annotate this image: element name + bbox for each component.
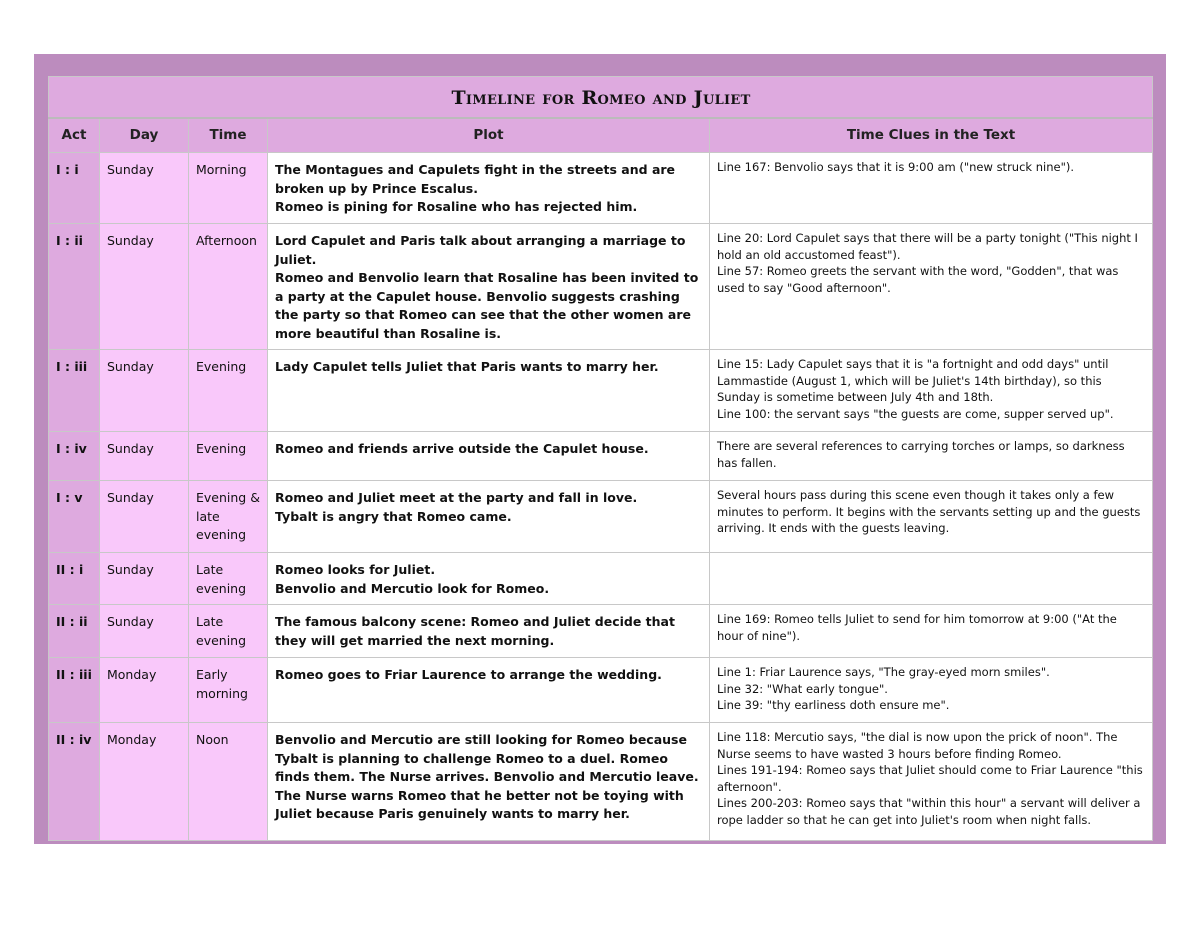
time-clue-line: Line 32: "What early tongue". [717, 681, 888, 696]
time-cell: Early morning [189, 658, 268, 723]
table-row [49, 350, 1153, 432]
day-cell: Sunday [100, 605, 189, 658]
time-clue-cell [710, 723, 1153, 841]
time-clue-line: Line 1: Friar Laurence says, "The gray-eyed morn smiles". [717, 665, 1050, 679]
time-clue-cell [710, 658, 1153, 723]
table-title: Timeline for Romeo and Juliet [49, 77, 1153, 118]
day-cell: Sunday [100, 350, 189, 432]
plot-line: Romeo and Benvolio learn that Rosaline has been invited to a party at the Capulet house. Benvolio suggests crashing the party so that Romeo can see that the other women are more beautiful than Rosaline is. [275, 270, 699, 341]
time-clue-line: Line 15: Lady Capulet says that it is "a fortnight and odd days" until Lammastide (August 1, which will be Juliet's 14th birthday), so this Sunday is sometime between July 4th and 18th. [717, 357, 1109, 404]
table-row [49, 658, 1153, 723]
table-row [49, 153, 1153, 224]
header-time-clues: Time Clues in the Text [710, 118, 1153, 153]
time-clue-line: Line 167: Benvolio says that it is 9:00 am ("new struck nine"). [717, 160, 1074, 174]
act-cell: I : v [49, 481, 100, 553]
time-clue-line: Lines 200-203: Romeo says that "within this hour" a servant will deliver a rope ladder so that he can get into Juliet's room when night falls. [717, 796, 1141, 827]
act-cell: I : i [49, 153, 100, 224]
table-row [49, 432, 1153, 481]
table-row [49, 553, 1153, 605]
time-clue-cell [710, 153, 1153, 224]
plot-line: Tybalt is angry that Romeo came. [275, 508, 512, 524]
page-border-frame [34, 54, 1166, 844]
time-clue-line: Line 39: "thy earliness doth ensure me". [717, 698, 950, 712]
time-clue-cell [710, 350, 1153, 432]
time-clue-line: There are several references to carrying torches or lamps, so darkness has fallen. [717, 439, 1125, 470]
day-cell: Sunday [100, 481, 189, 553]
time-cell: Noon [189, 723, 268, 841]
day-cell: Sunday [100, 224, 189, 350]
plot-line: Benvolio and Mercutio look for Romeo. [275, 580, 550, 596]
time-cell: Afternoon [189, 224, 268, 350]
table-row [49, 605, 1153, 658]
act-cell: I : ii [49, 224, 100, 350]
time-clue-line: Line 100: the servant says "the guests are come, supper served up". [717, 406, 1114, 421]
day-cell: Monday [100, 723, 189, 841]
day-cell: Sunday [100, 432, 189, 481]
act-cell: I : iv [49, 432, 100, 481]
timeline-table [48, 76, 1153, 841]
time-cell: Late evening [189, 605, 268, 658]
plot-cell [268, 481, 710, 553]
time-clue-line: Line 118: Mercutio says, "the dial is now upon the prick of noon". The Nurse seems to have wasted 3 hours before finding Romeo. [717, 730, 1118, 761]
header-plot: Plot [268, 118, 710, 153]
time-cell: Morning [189, 153, 268, 224]
plot-line: The famous balcony scene: Romeo and Juliet decide that they will get married the next morning. [275, 614, 675, 648]
plot-cell [268, 553, 710, 605]
plot-line: Benvolio and Mercutio are still looking for Romeo because Tybalt is planning to challenge Romeo to a duel. Romeo finds them. The Nurse arrives. Benvolio and Mercutio leave. [275, 732, 699, 784]
time-clue-line: Line 169: Romeo tells Juliet to send for him tomorrow at 9:00 ("At the hour of nine"). [717, 612, 1117, 643]
day-cell: Sunday [100, 153, 189, 224]
table-row [49, 723, 1153, 841]
time-cell: Evening [189, 432, 268, 481]
time-clue-line: Line 57: Romeo greets the servant with the word, "Godden", that was used to say "Good afternoon". [717, 264, 1119, 295]
plot-cell [268, 153, 710, 224]
time-clue-cell [710, 432, 1153, 481]
day-cell: Monday [100, 658, 189, 723]
plot-line: Romeo goes to Friar Laurence to arrange the wedding. [275, 667, 662, 682]
plot-cell [268, 350, 710, 432]
plot-cell [268, 658, 710, 723]
time-clue-cell [710, 605, 1153, 658]
plot-line: Lord Capulet and Paris talk about arranging a marriage to Juliet. [275, 233, 686, 267]
plot-line: The Nurse warns Romeo that he better not be toying with Juliet because Paris genuinely wants to marry her. [275, 787, 684, 821]
header-time: Time [189, 118, 268, 153]
plot-line: Romeo and friends arrive outside the Capulet house. [275, 441, 649, 456]
day-cell: Sunday [100, 553, 189, 605]
plot-line: The Montagues and Capulets fight in the streets and are broken up by Prince Escalus. [275, 162, 676, 196]
time-clue-line: Lines 191-194: Romeo says that Juliet should come to Friar Laurence "this afternoon". [717, 763, 1143, 794]
plot-line: Lady Capulet tells Juliet that Paris wants to marry her. [275, 359, 659, 374]
title-row [49, 77, 1153, 118]
act-cell: II : ii [49, 605, 100, 658]
time-clue-line: Several hours pass during this scene even though it takes only a few minutes to perform. It begins with the servants setting up and the guests arriving. It ends with the guests leaving. [717, 488, 1141, 535]
time-cell: Evening [189, 350, 268, 432]
header-row [49, 118, 1153, 153]
plot-cell [268, 605, 710, 658]
act-cell: I : iii [49, 350, 100, 432]
act-cell: II : iv [49, 723, 100, 841]
act-cell: II : iii [49, 658, 100, 723]
time-clue-cell [710, 553, 1153, 605]
plot-line: Romeo looks for Juliet. [275, 562, 436, 577]
timeline-table-container [48, 76, 1152, 827]
table-row [49, 481, 1153, 553]
time-cell: Late evening [189, 553, 268, 605]
time-clue-cell [710, 224, 1153, 350]
time-clue-line: Line 20: Lord Capulet says that there will be a party tonight ("This night I hold an old accustomed feast"). [717, 231, 1138, 262]
time-clue-cell [710, 481, 1153, 553]
plot-cell [268, 432, 710, 481]
time-cell: Evening & late evening [189, 481, 268, 553]
plot-cell [268, 224, 710, 350]
header-day: Day [100, 118, 189, 153]
act-cell: II : i [49, 553, 100, 605]
plot-line: Romeo and Juliet meet at the party and fall in love. [275, 490, 638, 505]
plot-line: Romeo is pining for Rosaline who has rejected him. [275, 199, 638, 214]
table-row [49, 224, 1153, 350]
header-act: Act [49, 118, 100, 153]
plot-cell [268, 723, 710, 841]
